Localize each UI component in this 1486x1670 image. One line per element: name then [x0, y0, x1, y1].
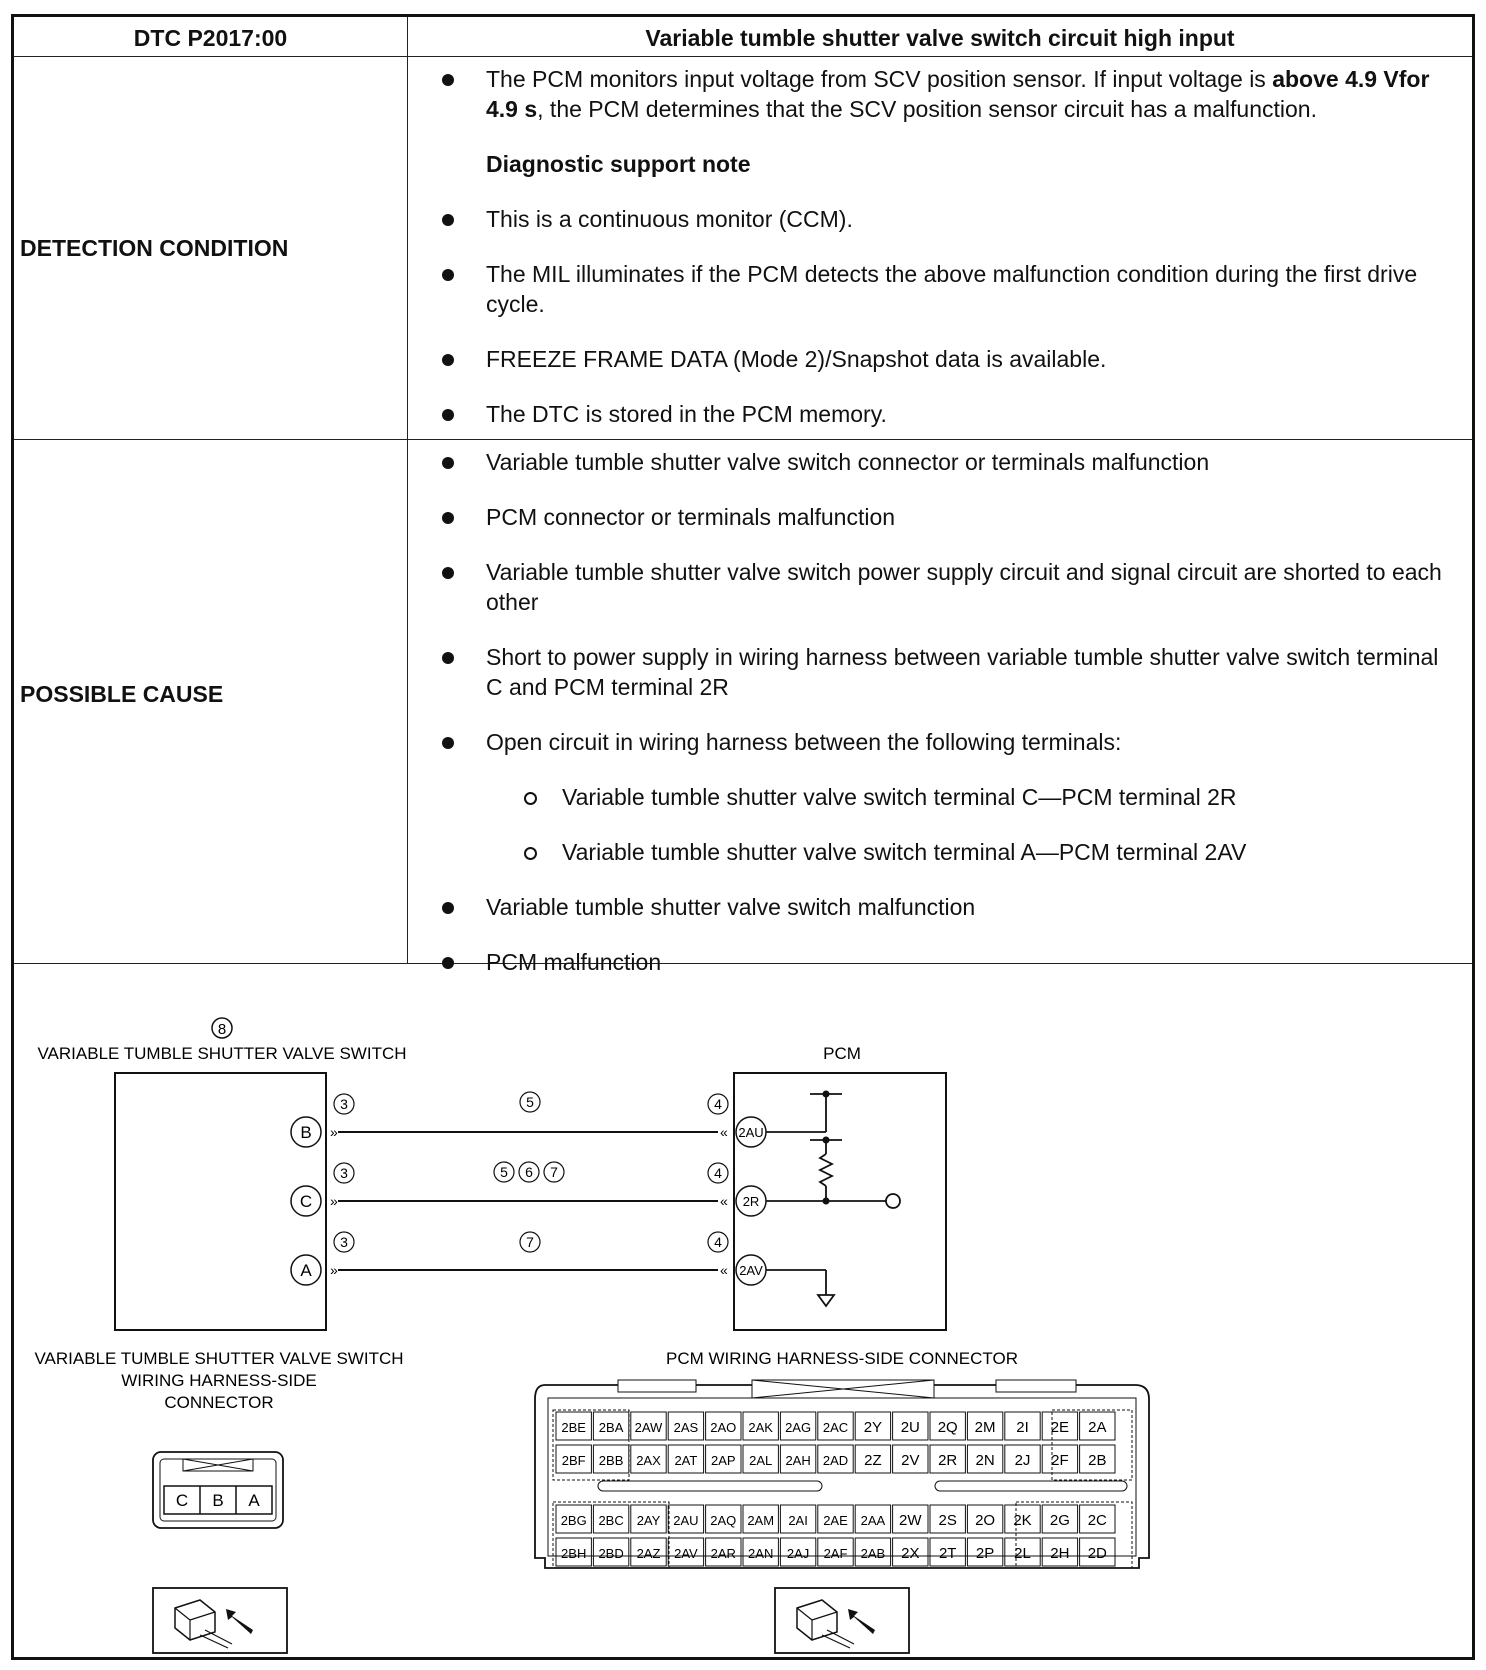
- pcm-pin-label: 2F: [1051, 1452, 1069, 1469]
- pcm-pin-label: 2L: [1014, 1545, 1031, 1562]
- pcm-pin-label: 2V: [901, 1452, 920, 1469]
- pcm-pin-label: 2B: [1088, 1452, 1107, 1469]
- pcm-pin-label: 2AU: [673, 1513, 699, 1528]
- cause-item: Short to power supply in wiring harness between variable tumble shutter valve switch terminal C and PCM terminal 2R: [438, 642, 1452, 702]
- svg-text:WIRING HARNESS-SIDE: WIRING HARNESS-SIDE: [121, 1371, 317, 1390]
- svg-text:8: 8: [217, 1021, 227, 1038]
- detection-item: The MIL illuminates if the PCM detects the above malfunction condition during the first drive cycle.: [438, 259, 1452, 319]
- pcm-pin-label: 2Z: [864, 1452, 882, 1469]
- pcm-pin-label: 2X: [901, 1545, 920, 1562]
- svg-text:5: 5: [526, 1094, 534, 1110]
- pcm-pin-label: 2C: [1087, 1512, 1107, 1529]
- pcm-pin-label: 2AB: [860, 1546, 886, 1561]
- pcm-pin-label: 2W: [899, 1512, 922, 1529]
- pcm-pin-label: 2R: [938, 1452, 958, 1469]
- cause-item: Open circuit in wiring harness between the following terminals:: [438, 727, 1452, 757]
- possible-cause-label: POSSIBLE CAUSE: [20, 681, 224, 707]
- svg-text:C: C: [299, 1192, 313, 1211]
- pcm-pin-label: 2AH: [785, 1453, 811, 1468]
- svg-text:2R: 2R: [742, 1194, 760, 1209]
- svg-text:4: 4: [714, 1234, 722, 1250]
- pcm-pin-label: 2T: [938, 1545, 957, 1562]
- svg-text:4: 4: [714, 1096, 722, 1112]
- cause-item: Variable tumble shutter valve switch connector or terminals malfunction: [438, 447, 1452, 477]
- pcm-connector-pins: [556, 1412, 1115, 1566]
- cause-item: Variable tumble shutter valve switch power supply circuit and signal circuit are shorted to each other: [438, 557, 1452, 617]
- svg-text:3: 3: [340, 1096, 348, 1112]
- svg-text:7: 7: [526, 1234, 534, 1250]
- pcm-connector-body: [535, 1380, 1149, 1568]
- wire-c-2r: [291, 1162, 766, 1216]
- pcm-pin-label: 2AJ: [786, 1546, 810, 1561]
- svg-text:«: «: [720, 1193, 728, 1209]
- svg-text:A: A: [248, 1491, 260, 1510]
- pcm-pin-label: 2AV: [674, 1546, 698, 1561]
- svg-text:7: 7: [550, 1164, 558, 1180]
- svg-text:B: B: [212, 1491, 224, 1510]
- svg-text:»: »: [330, 1262, 338, 1278]
- pcm-pin-label: 2AR: [710, 1546, 736, 1561]
- svg-text:6: 6: [525, 1164, 533, 1180]
- pcm-pin-label: 2BH: [561, 1546, 587, 1561]
- dtc-code: DTC P2017:00: [133, 25, 288, 51]
- pcm-pin-label: 2AQ: [710, 1513, 737, 1528]
- pcm-pin-label: 2BG: [560, 1513, 587, 1528]
- pcm-pin-label: 2G: [1049, 1512, 1070, 1529]
- switch-connector: [153, 1452, 283, 1528]
- svg-text:5: 5: [500, 1164, 508, 1180]
- cause-subitem: Variable tumble shutter valve switch terminal A—PCM terminal 2AV: [438, 837, 1452, 867]
- pcm-pin-label: 2P: [975, 1545, 995, 1562]
- switch-title: VARIABLE TUMBLE SHUTTER VALVE SWITCH: [37, 1044, 407, 1063]
- svg-text:2AV: 2AV: [739, 1263, 763, 1278]
- pcm-pin-label: 2H: [1050, 1545, 1070, 1562]
- pcm-connector-view-icon: [775, 1588, 909, 1653]
- svg-text:4: 4: [714, 1165, 722, 1181]
- pcm-title: PCM: [823, 1044, 861, 1063]
- pcm-pin-label: 2BE: [561, 1420, 586, 1435]
- pcm-pin-label: 2AT: [674, 1453, 698, 1468]
- pcm-pin-label: 2AX: [636, 1453, 661, 1468]
- pcm-pin-label: 2BB: [598, 1453, 624, 1468]
- cause-item: PCM malfunction: [438, 947, 1452, 977]
- pcm-pin-label: 2AA: [860, 1513, 886, 1528]
- pcm-pin-label: 2D: [1087, 1545, 1107, 1562]
- pcm-pin-label: 2AY: [636, 1513, 661, 1528]
- detection-condition-label: DETECTION CONDITION: [20, 235, 289, 261]
- pcm-pin-label: 2I: [1016, 1419, 1029, 1436]
- pcm-pin-label: 2N: [975, 1452, 995, 1469]
- pcm-pin-label: 2AN: [748, 1546, 774, 1561]
- svg-text:2AU: 2AU: [738, 1125, 764, 1140]
- pcm-pin-label: 2AM: [747, 1513, 775, 1528]
- switch-connector-title: VARIABLE TUMBLE SHUTTER VALVE SWITCH: [34, 1349, 404, 1368]
- pcm-pin-label: 2M: [974, 1419, 996, 1436]
- pcm-pin-label: 2Y: [863, 1419, 883, 1436]
- svg-text:«: «: [720, 1124, 728, 1140]
- pcm-pin-label: 2AW: [634, 1420, 663, 1435]
- dtc-title: Variable tumble shutter valve switch circuit high input: [645, 25, 1235, 51]
- detection-item: This is a continuous monitor (CCM).: [438, 204, 1452, 234]
- cause-subitem: Variable tumble shutter valve switch terminal C—PCM terminal 2R: [438, 782, 1452, 812]
- svg-text:«: «: [720, 1262, 728, 1278]
- pcm-pin-label: 2AC: [822, 1420, 849, 1435]
- svg-text:3: 3: [340, 1165, 348, 1181]
- pcm-pin-label: 2O: [975, 1512, 996, 1529]
- svg-text:3: 3: [340, 1234, 348, 1250]
- pcm-pin-label: 2AK: [748, 1420, 773, 1435]
- pcm-pin-label: 2U: [900, 1419, 920, 1436]
- svg-text:CONNECTOR: CONNECTOR: [164, 1393, 274, 1412]
- wire-b-2au: [291, 1092, 766, 1147]
- pcm-pin-label: 2BD: [598, 1546, 624, 1561]
- pcm-pin-label: 2S: [938, 1512, 957, 1529]
- pcm-pin-label: 2Q: [937, 1419, 958, 1436]
- svg-text:»: »: [330, 1193, 338, 1209]
- svg-text:C: C: [175, 1491, 189, 1510]
- pcm-pin-label: 2AG: [785, 1420, 812, 1435]
- pcm-pin-label: 2AF: [823, 1546, 848, 1561]
- pcm-pin-label: 2AP: [711, 1453, 736, 1468]
- detection-item: FREEZE FRAME DATA (Mode 2)/Snapshot data is available.: [438, 344, 1452, 374]
- pcm-pin-label: 2J: [1014, 1452, 1031, 1469]
- svg-text:B: B: [300, 1123, 312, 1142]
- pcm-pin-label: 2K: [1013, 1512, 1032, 1529]
- pcm-pin-label: 2BC: [598, 1513, 624, 1528]
- svg-text:A: A: [300, 1261, 312, 1280]
- pcm-pin-label: 2AI: [788, 1513, 808, 1528]
- pcm-pin-label: 2BA: [598, 1420, 624, 1435]
- pcm-pin-label: 2AZ: [636, 1546, 661, 1561]
- svg-text:»: »: [330, 1124, 338, 1140]
- pcm-pin-label: 2A: [1088, 1419, 1107, 1436]
- switch-connector-view-icon: [153, 1588, 287, 1653]
- wire-a-2av: [291, 1232, 766, 1285]
- pcm-pin-label: 2AO: [710, 1420, 737, 1435]
- pcm-pin-label: 2BF: [561, 1453, 586, 1468]
- pcm-pin-label: 2AD: [822, 1453, 849, 1468]
- pcm-pin-label: 2AL: [749, 1453, 773, 1468]
- detection-item: The DTC is stored in the PCM memory.: [438, 399, 1452, 429]
- pcm-pin-label: 2AE: [823, 1513, 848, 1528]
- pcm-connector-title: PCM WIRING HARNESS-SIDE CONNECTOR: [666, 1349, 1018, 1368]
- diagnostic-support-note-heading: Diagnostic support note: [486, 151, 751, 177]
- pcm-internal-circuit: [766, 1094, 900, 1306]
- pcm-pin-label: 2E: [1050, 1419, 1070, 1436]
- cause-item: PCM connector or terminals malfunction: [438, 502, 1452, 532]
- detection-paragraph: The PCM monitors input voltage from SCV position sensor. If input voltage is above 4.9 Vfor 4.9 s, the PCM determines that the SCV position sensor circuit has a malfunction.: [438, 64, 1452, 124]
- pcm-pin-label: 2AS: [673, 1420, 699, 1435]
- switch-ref-marker: [212, 1018, 232, 1038]
- cause-item: Variable tumble shutter valve switch malfunction: [438, 892, 1452, 922]
